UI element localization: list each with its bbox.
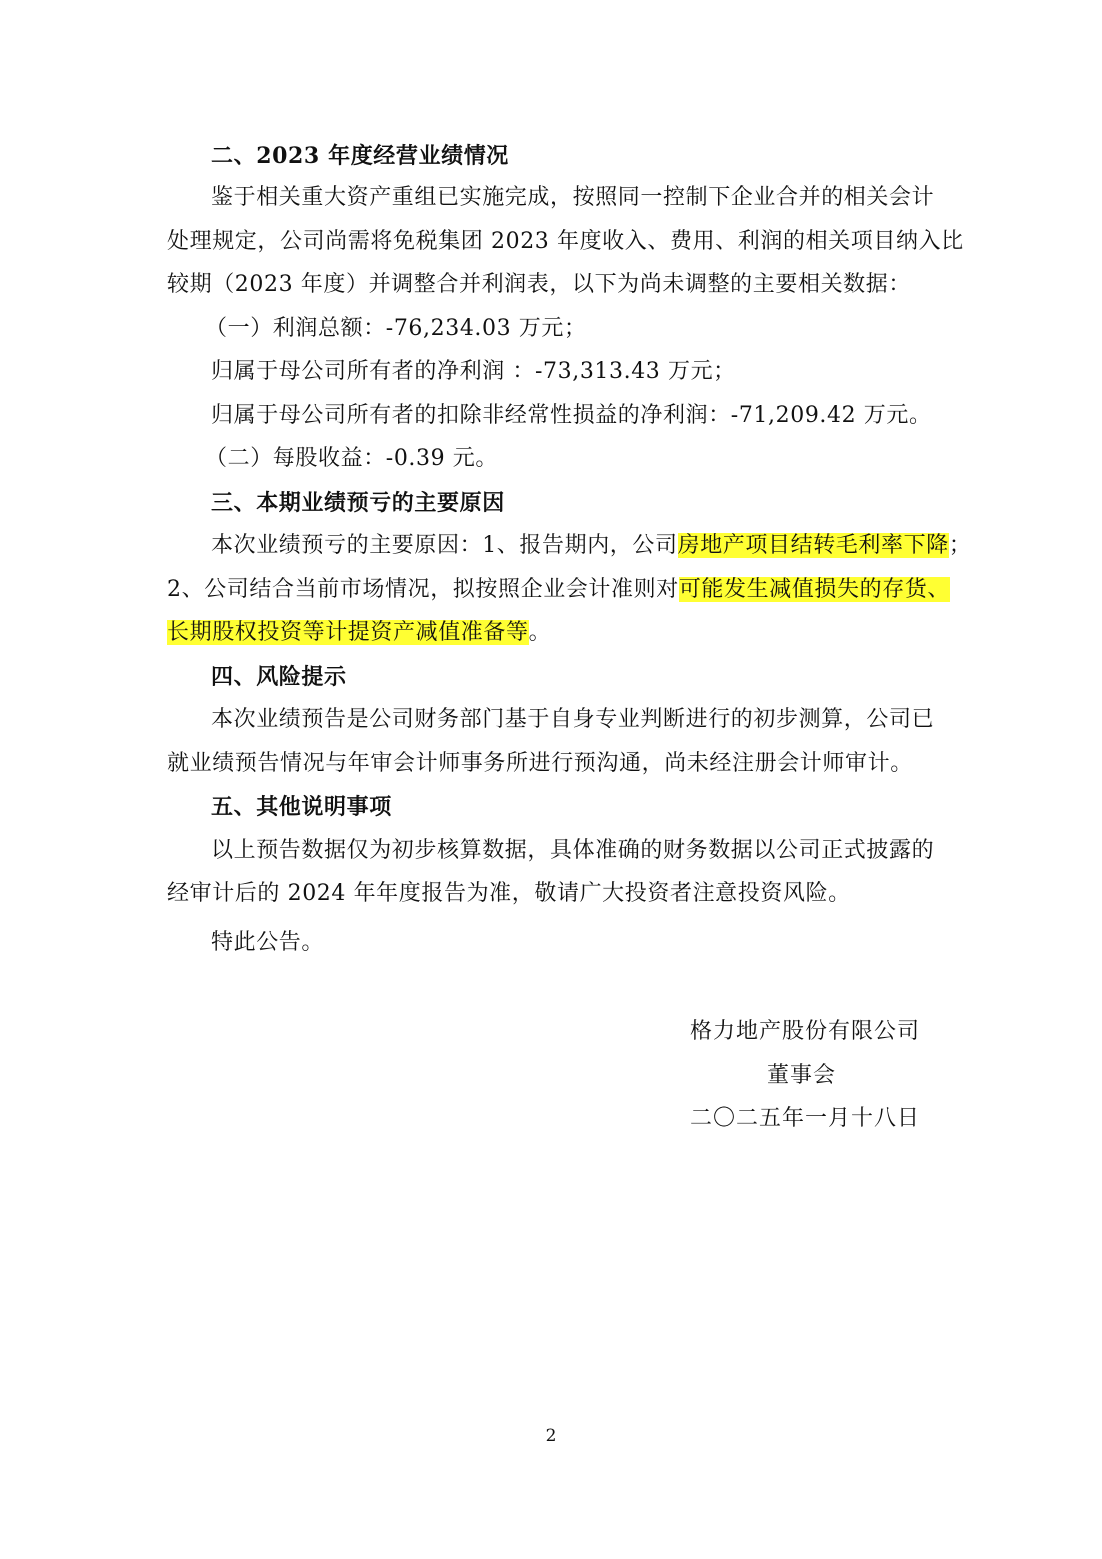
page-number: 2	[545, 1426, 557, 1446]
net-profit-item: 归属于母公司所有者的净利润 ：-73,313.43 万元；	[211, 359, 736, 384]
section3-heading: 三、本期业绩预亏的主要原因	[211, 490, 505, 516]
signature-date: 二〇二五年一月十八日	[690, 1106, 921, 1131]
highlight-impairment-equity: 长期股权投资等计提资产减值准备等	[167, 620, 529, 645]
net-profit-deducted-item: 归属于母公司所有者的扣除非经常性损益的净利润：-71,209.42 万元。	[211, 403, 932, 428]
section3-line2-text: 2、公司结合当前市场情况，拟按照企业会计准则对	[167, 577, 679, 602]
section3-line1-punct: ；	[948, 533, 972, 558]
section2-heading: 二、2023 年度经营业绩情况	[211, 143, 509, 169]
section3-line1	[211, 531, 991, 561]
eps-item: （二）每股收益：-0.39 元。	[205, 446, 499, 471]
section5-line2: 经审计后的 2024 年年度报告为准，敬请广大投资者注意投资风险。	[167, 881, 851, 906]
section3-line3-punct: 。	[528, 620, 552, 645]
section4-heading: 四、风险提示	[211, 664, 347, 690]
section2-paragraph-line3: 较期（2023 年度）并调整合并利润表，以下为尚未调整的主要相关数据：	[167, 272, 911, 297]
section5-line1: 以上预告数据仅为初步核算数据，具体准确的财务数据以公司正式披露的	[211, 838, 935, 863]
section5-heading: 五、其他说明事项	[211, 794, 392, 820]
highlight-gross-margin: 房地产项目结转毛利率下降	[677, 533, 949, 558]
section3-line3	[167, 618, 947, 648]
highlight-impairment-inventory: 可能发生减值损失的存货、	[678, 577, 951, 602]
section3-line2	[167, 575, 951, 605]
signature-company: 格力地产股份有限公司	[690, 1019, 921, 1044]
section3-line1-text: 本次业绩预亏的主要原因：1、报告期内，公司	[211, 533, 678, 558]
closing-statement: 特此公告。	[211, 930, 325, 955]
profit-total-item: （一）利润总额：-76,234.03 万元；	[205, 316, 587, 341]
section2-paragraph-line2: 处理规定，公司尚需将免税集团 2023 年度收入、费用、利润的相关项目纳入比	[167, 229, 964, 254]
signature-board: 董事会	[767, 1063, 837, 1088]
section4-line1: 本次业绩预告是公司财务部门基于自身专业判断进行的初步测算，公司已	[211, 707, 935, 732]
section4-line2: 就业绩预告情况与年审会计师事务所进行预沟通，尚未经注册会计师审计。	[167, 751, 913, 776]
section2-paragraph-line1: 鉴于相关重大资产重组已实施完成，按照同一控制下企业合并的相关会计	[211, 185, 935, 210]
